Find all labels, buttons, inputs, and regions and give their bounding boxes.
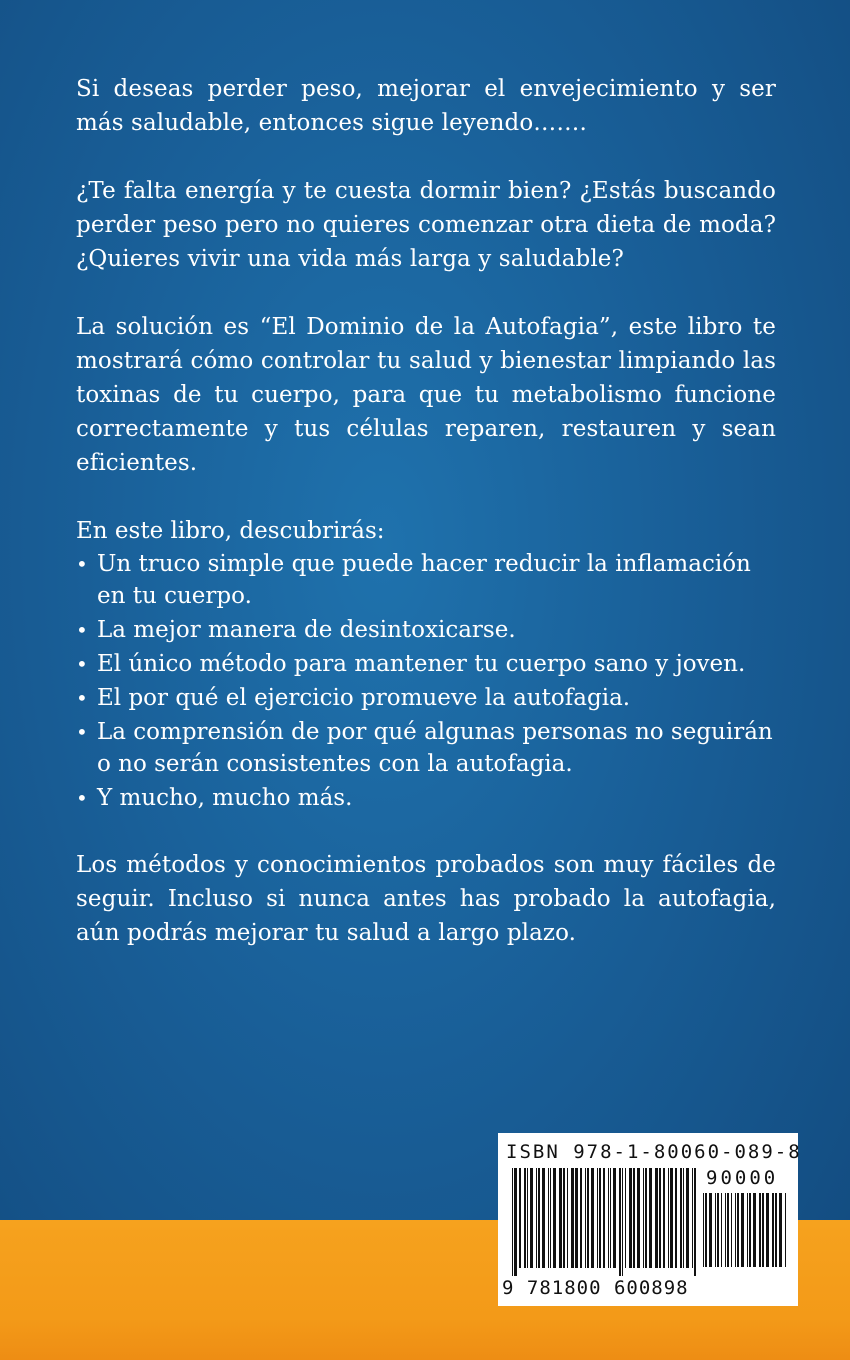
barcode-bar — [587, 1168, 589, 1268]
barcode-bar — [559, 1168, 562, 1268]
barcode-bar — [779, 1193, 782, 1267]
barcode-bar — [613, 1168, 616, 1268]
barcode-bar — [645, 1168, 647, 1268]
intro-paragraph: Si deseas perder peso, mejorar el envejecimiento y ser más saludable, entonces sigue leyendo……. — [76, 76, 776, 136]
barcode-bar — [725, 1193, 726, 1267]
barcode-bar — [721, 1193, 722, 1267]
bullet-icon: • — [76, 786, 88, 810]
barcode-bar — [680, 1168, 682, 1268]
barcode-bar — [619, 1168, 621, 1276]
isbn-barcode — [498, 1133, 802, 1306]
barcode-bar — [649, 1168, 652, 1268]
barcode-bar — [608, 1168, 609, 1268]
back-cover-text — [76, 72, 776, 984]
barcode-bar — [536, 1168, 537, 1268]
barcode-bar — [591, 1168, 594, 1268]
barcode-bar — [633, 1168, 635, 1268]
barcode-bar — [527, 1168, 528, 1268]
barcode-bar — [694, 1168, 696, 1276]
barcode-bar — [703, 1193, 704, 1267]
barcode-bar — [766, 1193, 769, 1267]
barcode-bar — [625, 1168, 626, 1268]
addon-price-code: 90000 — [706, 1167, 779, 1189]
barcode-bar — [741, 1193, 744, 1267]
barcode-bar — [597, 1168, 598, 1268]
barcode-bar — [683, 1168, 684, 1268]
benefits-list — [76, 548, 776, 814]
barcode-bar — [580, 1168, 582, 1268]
list-item: • Un truco simple que puede hacer reducir la inflamación en tu cuerpo. — [76, 548, 776, 612]
barcode-bar — [715, 1193, 716, 1267]
isbn-label: ISBN 978-1-80060-089-8 — [506, 1141, 802, 1163]
barcode-bar — [550, 1168, 551, 1268]
barcode-bar — [512, 1168, 513, 1276]
barcode-bar — [659, 1168, 661, 1268]
list-item: • La mejor manera de desintoxicarse. — [76, 614, 776, 646]
barcode-bar — [637, 1168, 640, 1268]
barcode-bar — [775, 1193, 777, 1267]
barcode-bar — [686, 1168, 689, 1268]
list-item: • Y mucho, mucho más. — [76, 782, 776, 814]
barcode-bar — [530, 1168, 533, 1268]
barcode-bar — [762, 1193, 764, 1267]
barcode-bar — [663, 1168, 665, 1268]
barcode-bar — [670, 1168, 673, 1268]
barcode-bar — [785, 1193, 786, 1267]
barcode-bar — [705, 1193, 707, 1267]
list-item: • La comprensión de por qué algunas personas no seguirán o no serán consistentes con la autofagia. — [76, 716, 776, 780]
barcode-bar — [749, 1193, 751, 1267]
barcode-bar — [542, 1168, 545, 1268]
barcode-bar — [675, 1168, 677, 1268]
bullet-icon: • — [76, 686, 88, 710]
list-title: En este libro, descubrirás: — [76, 518, 385, 544]
barcode-bar — [737, 1193, 739, 1267]
closing-paragraph: Los métodos y conocimientos probados son muy fáciles de seguir. Incluso si nunca antes has probado la autofagia, aún podrás mejorar tu salud a largo plazo. — [76, 852, 776, 946]
ean13-barcode-icon — [512, 1168, 700, 1276]
ean-digits: 9 781800 600898 — [502, 1277, 689, 1299]
barcode-bar — [603, 1168, 605, 1268]
barcode-bar — [567, 1168, 568, 1268]
barcode-bar — [692, 1168, 693, 1268]
barcode-bar — [655, 1168, 658, 1268]
barcode-bar — [610, 1168, 611, 1268]
barcode-bar — [599, 1168, 601, 1268]
barcode-bar — [629, 1168, 632, 1268]
barcode-bar — [643, 1168, 644, 1268]
list-item: • El único método para mantener tu cuerpo sano y joven. — [76, 648, 776, 680]
barcode-bar — [759, 1193, 761, 1267]
barcode-bar — [753, 1193, 756, 1267]
barcode-bar — [772, 1193, 774, 1267]
solution-paragraph: La solución es “El Dominio de la Autofagia”, este libro te mostrará cómo controlar tu salud y bienestar limpiando las toxinas de tu cuerpo, para que tu metabolismo funcione correctamente y tus células reparen, restauren y sean eficientes. — [76, 314, 776, 476]
questions-paragraph: ¿Te falta energía y te cuesta dormir bien? ¿Estás buscando perder peso pero no quieres comenzar otra dieta de moda? ¿Quieres vivir una vida más larga y saludable? — [76, 178, 776, 272]
barcode-bar — [571, 1168, 574, 1268]
barcode-bar — [717, 1193, 719, 1267]
barcode-bar — [563, 1168, 565, 1268]
barcode-bar — [553, 1168, 556, 1268]
barcode-bar — [548, 1168, 549, 1268]
bullet-icon: • — [76, 720, 88, 744]
barcode-bar — [519, 1168, 521, 1268]
barcode-bar — [747, 1193, 748, 1267]
barcode-bar — [709, 1193, 712, 1267]
bullet-icon: • — [76, 618, 88, 642]
bullet-icon: • — [76, 652, 88, 676]
barcode-bar — [735, 1193, 736, 1267]
barcode-bar — [727, 1193, 729, 1267]
barcode-bar — [524, 1168, 526, 1268]
barcode-bar — [585, 1168, 586, 1268]
barcode-bar — [575, 1168, 578, 1268]
barcode-bar — [622, 1168, 623, 1276]
barcode-bar — [514, 1168, 517, 1276]
list-item: • El por qué el ejercicio promueve la autofagia. — [76, 682, 776, 714]
barcode-bar — [731, 1193, 732, 1267]
barcode-bar — [538, 1168, 540, 1268]
bullet-icon: • — [76, 552, 88, 576]
barcode-bar — [668, 1168, 669, 1268]
addon-barcode-icon — [703, 1193, 789, 1275]
